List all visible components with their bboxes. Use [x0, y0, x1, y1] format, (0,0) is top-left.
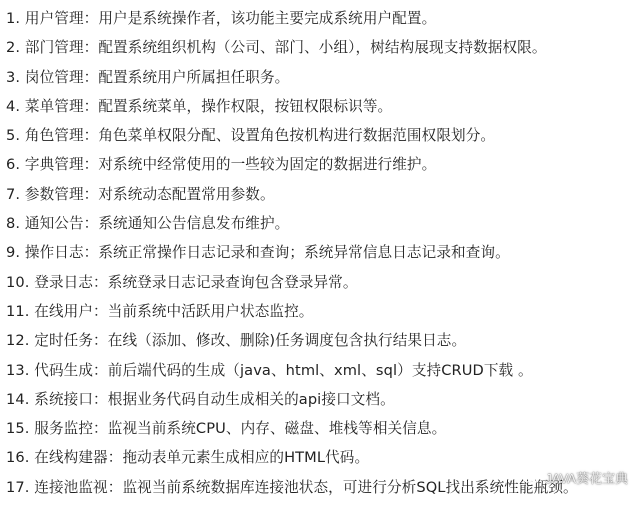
item-separator: ：	[83, 244, 99, 262]
item-number: 17.	[6, 478, 30, 496]
item-description: 系统通知公告信息发布维护。	[98, 215, 290, 233]
list-item	[6, 121, 636, 150]
item-description: 角色菜单权限分配、设置角色按机构进行数据范围权限划分。	[98, 127, 496, 145]
item-title: 定时任务	[34, 332, 94, 350]
item-title: 用户管理	[24, 10, 84, 27]
item-number: 3.	[6, 68, 21, 86]
item-title: 菜单管理	[24, 97, 84, 115]
item-separator: ：	[93, 273, 108, 291]
item-number: 6.	[6, 156, 21, 174]
item-title: 操作日志	[24, 244, 84, 262]
list-item	[6, 209, 636, 238]
item-number: 7.	[6, 185, 21, 203]
list-item	[6, 238, 636, 267]
list-item	[6, 297, 636, 326]
item-description: 用户是系统操作者，该功能主要完成系统用户配置。	[98, 10, 437, 27]
item-number: 15.	[6, 420, 30, 438]
item-separator: ：	[93, 420, 108, 438]
item-separator: ：	[83, 185, 99, 203]
item-separator: ：	[107, 478, 123, 496]
list-item	[6, 92, 636, 121]
item-separator: ：	[83, 215, 99, 233]
item-title: 角色管理	[24, 127, 84, 145]
item-title: 在线构建器	[34, 449, 108, 467]
item-title: 部门管理	[24, 39, 84, 57]
item-number: 5.	[6, 127, 21, 145]
item-description: 前后端代码的生成（java、html、xml、sql）支持CRUD下载 。	[107, 361, 533, 379]
item-title: 系统接口	[34, 390, 94, 408]
item-separator: ：	[93, 332, 108, 350]
item-separator: ：	[107, 449, 123, 467]
item-separator: ：	[83, 39, 99, 57]
item-separator: ：	[83, 10, 99, 27]
item-number: 2.	[6, 39, 21, 57]
item-title: 参数管理	[24, 185, 84, 203]
item-number: 10.	[6, 273, 30, 291]
watermark-text: JAVA葵花宝典	[545, 471, 628, 486]
item-title: 代码生成	[34, 361, 94, 379]
item-description: 系统正常操作日志记录和查询；系统异常信息日志记录和查询。	[98, 244, 510, 262]
item-description: 监视当前系统数据库连接池状态，可进行分析SQL找出系统性能瓶颈。	[122, 478, 578, 496]
item-description: 配置系统菜单，操作权限，按钮权限标识等。	[98, 97, 393, 115]
item-title: 通知公告	[24, 215, 84, 233]
item-number: 12.	[6, 332, 30, 350]
list-item	[6, 150, 636, 179]
list-item	[6, 33, 636, 62]
item-separator: ：	[93, 390, 108, 408]
item-number: 1.	[6, 10, 21, 27]
item-description: 对系统动态配置常用参数。	[98, 185, 275, 203]
wechat-icon	[521, 469, 539, 487]
feature-list	[6, 4, 636, 502]
item-separator: ：	[93, 302, 108, 320]
item-separator: ：	[83, 97, 99, 115]
list-item	[6, 180, 636, 209]
item-number: 9.	[6, 244, 21, 262]
item-description: 监视当前系统CPU、内存、磁盘、堆栈等相关信息。	[107, 420, 447, 438]
item-separator: ：	[83, 156, 99, 174]
item-number: 14.	[6, 390, 30, 408]
item-description: 对系统中经常使用的一些较为固定的数据进行维护。	[98, 156, 437, 174]
list-item	[6, 326, 636, 355]
item-number: 13.	[6, 361, 30, 379]
item-separator: ：	[93, 361, 108, 379]
item-title: 在线用户	[34, 302, 94, 320]
item-separator: ：	[83, 68, 99, 86]
item-description: 拖动表单元素生成相应的HTML代码。	[122, 449, 370, 467]
item-title: 岗位管理	[24, 68, 84, 86]
watermark	[521, 468, 628, 487]
item-description: 当前系统中活跃用户状态监控。	[107, 302, 314, 320]
item-description: 根据业务代码自动生成相关的api接口文档。	[107, 390, 395, 408]
list-item	[6, 268, 636, 297]
item-description: 配置系统组织机构（公司、部门、小组），树结构展现支持数据权限。	[98, 39, 547, 57]
item-description: 系统登录日志记录查询包含登录异常。	[107, 273, 358, 291]
list-item	[6, 385, 636, 414]
item-title: 服务监控	[34, 420, 94, 438]
item-number: 4.	[6, 97, 21, 115]
list-item	[6, 414, 636, 443]
item-number: 11.	[6, 302, 30, 320]
item-title: 字典管理	[24, 156, 84, 174]
item-description: 在线（添加、修改、删除)任务调度包含执行结果日志。	[107, 332, 467, 350]
item-title: 登录日志	[34, 273, 94, 291]
item-description: 配置系统用户所属担任职务。	[98, 68, 290, 86]
item-title: 连接池监视	[34, 478, 108, 496]
item-separator: ：	[83, 127, 99, 145]
item-number: 8.	[6, 215, 21, 233]
item-number: 16.	[6, 449, 30, 467]
list-item	[6, 4, 636, 33]
list-item	[6, 63, 636, 92]
list-item	[6, 356, 636, 385]
